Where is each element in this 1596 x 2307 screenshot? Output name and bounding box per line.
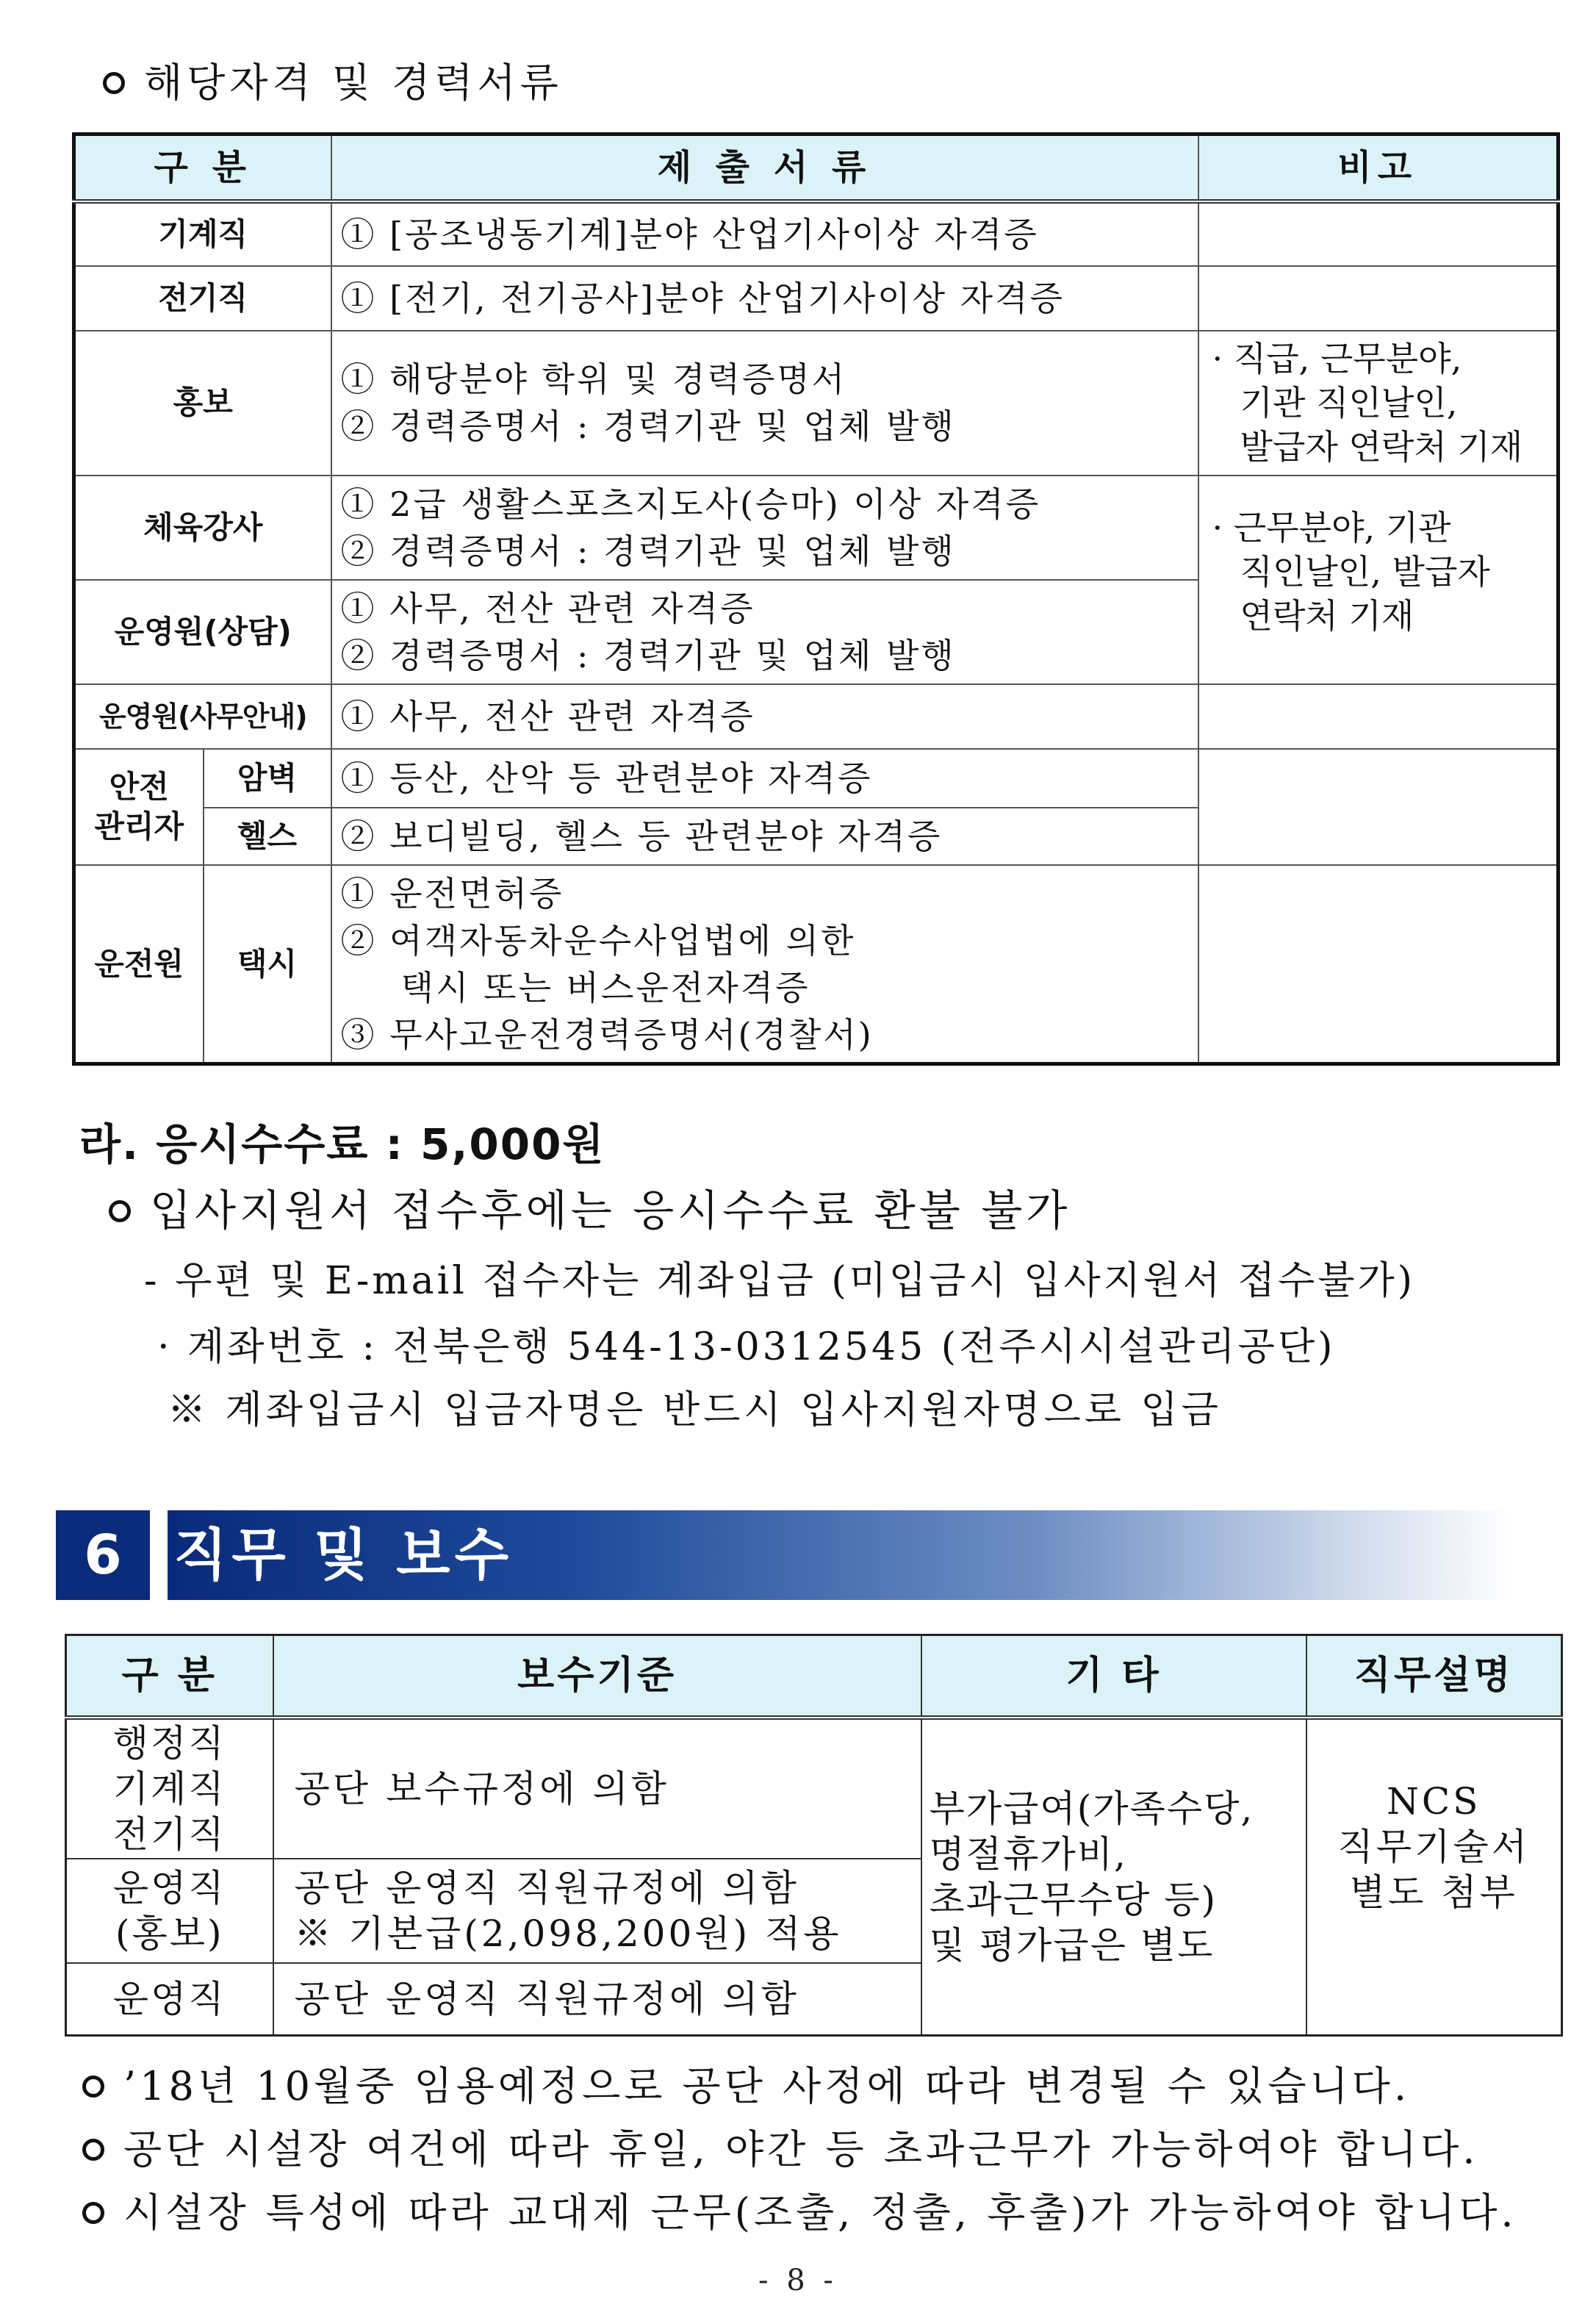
note-line: 기관 직인날인,: [1240, 383, 1458, 423]
sub-label-climbing: 암벽: [204, 749, 331, 808]
row-label-pe: 체육강사: [74, 476, 331, 580]
header-duty: 직무설명: [1306, 1635, 1562, 1718]
row-label-electric: 전기직: [74, 266, 331, 331]
header-etc: 기 타: [921, 1635, 1306, 1718]
circle-bullet-icon: [109, 1200, 131, 1222]
header-remarks: 비고: [1198, 134, 1559, 202]
doc-line: ② 경력증명서 : 경력기관 및 업체 발행: [340, 406, 956, 447]
doc-line: ② 여객자동차운수사업법에 의한: [340, 920, 856, 961]
fee-line-2: - 우편 및 E-mail 접수자는 계좌입금 (미입금시 입사지원서 접수불가): [144, 1259, 1416, 1303]
pay-standard-cell: 공단 보수규정에 의함: [273, 1718, 921, 1859]
note-line: 연락처 기재: [1240, 595, 1415, 636]
pay-line: ※ 기본급(2,098,200원) 적용: [294, 1912, 842, 1955]
duty-line: 별도 첨부: [1349, 1871, 1518, 1914]
doc-machine: ① [공조냉동기계]분야 산업기사이상 자격증: [331, 201, 1198, 266]
doc-op-office: ① 사무, 전산 관련 자격증: [331, 684, 1198, 749]
note-line: · 근무분야, 기관: [1212, 507, 1451, 548]
row-label-machine: 기계직: [74, 201, 331, 266]
section-title: 직무 및 보수: [173, 1522, 513, 1587]
remark-empty: [1198, 201, 1559, 266]
category-line: 운영직: [112, 1867, 226, 1909]
etc-line: 부가급여(가족수당,: [929, 1787, 1254, 1830]
pay-table: [65, 1634, 1563, 2037]
label-line: 안전: [109, 768, 169, 805]
etc-cell: [921, 1718, 1306, 2035]
doc-op-consult: [331, 580, 1198, 684]
doc-line: ③ 무사고운전경력증명서(경찰서): [340, 1014, 874, 1055]
fee-line-1: [109, 1176, 1071, 1238]
doc-gym: ② 보디빌딩, 헬스 등 관련분야 자격증: [331, 808, 1198, 865]
remark-empty: [1198, 266, 1559, 331]
note-3-text: 시설장 특성에 따라 교대제 근무(조출, 정출, 후출)가 가능하여야 합니다.: [123, 2189, 1517, 2236]
note-2-text: 공단 시설장 여건에 따라 휴일, 야간 등 초과근무가 가능하여야 합니다.: [123, 2126, 1479, 2173]
duty-cell: [1306, 1718, 1562, 2035]
remark-empty: [1198, 749, 1559, 865]
row-label-driver: 운전원: [74, 865, 204, 1063]
fee-heading: 라. 응시수수료 : 5,000원: [79, 1119, 605, 1169]
header-category: 구 분: [66, 1635, 273, 1718]
row-label-op-office: 운영원(사무안내): [74, 684, 331, 749]
row-label-op-consult: 운영원(상담): [74, 580, 331, 684]
remark-pe: [1198, 476, 1559, 684]
table-row: [74, 749, 1559, 808]
etc-line: 명절휴가비,: [929, 1832, 1127, 1876]
circle-bullet-icon: [82, 2075, 104, 2098]
header-documents: 제 출 서 류: [331, 134, 1198, 202]
doc-line: ① 운전면허증: [340, 873, 564, 914]
doc-line: ② 경력증명서 : 경력기관 및 업체 발행: [340, 531, 956, 571]
category-cell: [66, 1718, 273, 1859]
doc-electric: ① [전기, 전기공사]분야 산업기사이상 자격증: [331, 266, 1198, 331]
header-category: 구 분: [74, 134, 331, 202]
sub-label-taxi: 택시: [204, 865, 331, 1063]
note-line: 발급자 연락처 기재: [1240, 427, 1523, 467]
table-row: [74, 201, 1559, 266]
circle-bullet-icon: [82, 2139, 104, 2161]
pay-standard-cell: [273, 1859, 921, 1963]
table-row: [74, 476, 1559, 580]
note-3: [82, 2181, 1517, 2238]
qualification-table: [72, 132, 1560, 1066]
remark-empty: [1198, 865, 1559, 1063]
doc-line: ① 사무, 전산 관련 자격증: [340, 588, 755, 628]
doc-pr: [331, 331, 1198, 475]
note-line: · 직급, 근무분야,: [1212, 339, 1462, 379]
doc-line: ① 해당분야 학위 및 경력증명서: [340, 359, 847, 400]
circle-bullet-icon: [103, 72, 125, 94]
doc-pe: [331, 476, 1198, 580]
note-2: [82, 2118, 1478, 2175]
qualification-title-text: 해당자격 및 경력서류: [144, 60, 563, 106]
doc-line: ② 경력증명서 : 경력기관 및 업체 발행: [340, 635, 956, 675]
category-cell: [66, 1859, 273, 1963]
fee-line-3: · 계좌번호 : 전북은행 544-13-0312545 (전주시시설관리공단): [157, 1325, 1336, 1369]
table-header-row: [66, 1635, 1562, 1718]
duty-line: NCS: [1387, 1780, 1481, 1823]
table-row: [66, 1718, 1562, 1859]
category-line: 행정직: [112, 1722, 226, 1765]
circle-bullet-icon: [82, 2202, 104, 2224]
doc-climbing: ① 등산, 산악 등 관련분야 자격증: [331, 749, 1198, 808]
duty-line: 직무기술서: [1337, 1826, 1530, 1868]
section-number: 6: [56, 1510, 150, 1600]
pay-line: 공단 운영직 직원규정에 의함: [294, 1867, 799, 1909]
category-cell: 운영직: [66, 1963, 273, 2035]
row-label-safety: [74, 749, 204, 865]
note-line: 직인날인, 발급자: [1240, 551, 1490, 592]
note-1-text: ’18년 10월중 임용예정으로 공단 사정에 따라 변경될 수 있습니다.: [123, 2063, 1411, 2109]
sub-label-gym: 헬스: [204, 808, 331, 865]
pay-standard-cell: 공단 운영직 직원규정에 의함: [273, 1963, 921, 2035]
table-row: [74, 266, 1559, 331]
doc-line: 택시 또는 버스운전자격증: [400, 967, 810, 1008]
header-standard: 보수기준: [273, 1635, 921, 1718]
table-row: [74, 865, 1559, 1063]
etc-line: 초과근무수당 등): [929, 1878, 1218, 1921]
table-row: [74, 331, 1559, 475]
row-label-pr: 홍보: [74, 331, 331, 475]
category-line: 기계직: [112, 1768, 226, 1810]
qualification-section-title: [103, 51, 563, 108]
fee-line-1-text: 입사지원서 접수후에는 응시수수료 환불 불가: [150, 1185, 1071, 1235]
label-line: 관리자: [94, 808, 184, 844]
remark-pr: [1198, 331, 1559, 475]
page-number: - 8 -: [758, 2264, 838, 2297]
etc-line: 및 평가급은 별도: [929, 1923, 1215, 1967]
doc-line: ① 2급 생활스포츠지도사(승마) 이상 자격증: [340, 484, 1041, 524]
fee-line-4: ※ 계좌입금시 입금자명은 반드시 입사지원자명으로 입금: [168, 1388, 1222, 1432]
category-line: (홍보): [115, 1912, 224, 1955]
doc-driver: [331, 865, 1198, 1063]
remark-empty: [1198, 684, 1559, 749]
table-row: [74, 684, 1559, 749]
table-header-row: [74, 134, 1559, 202]
category-line: 전기직: [112, 1813, 226, 1856]
note-1: [82, 2055, 1410, 2112]
